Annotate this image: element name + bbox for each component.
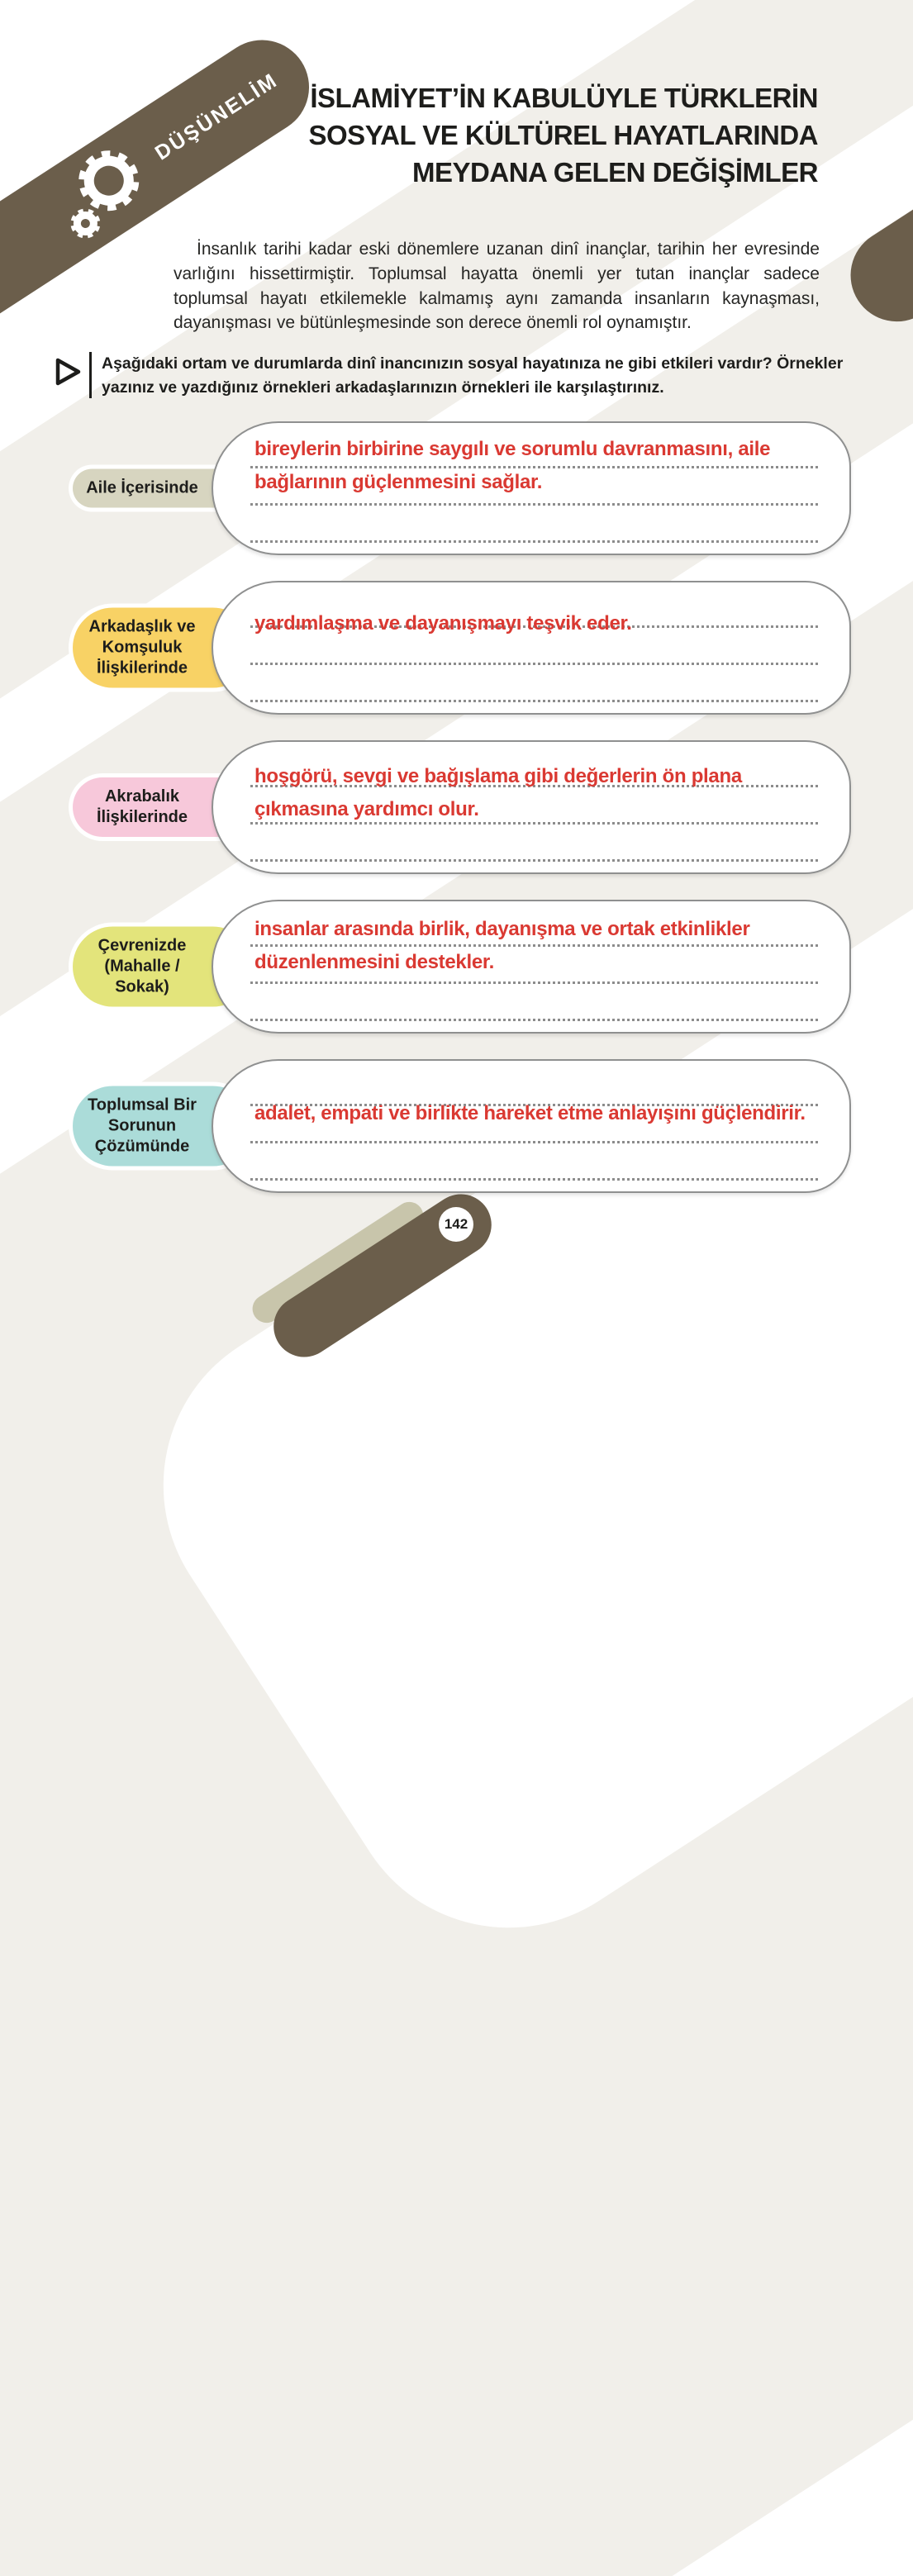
instruction	[51, 352, 844, 401]
answer-bubble[interactable]	[212, 900, 851, 1034]
instruction-divider	[89, 352, 92, 398]
category-label: Aile İçerisinde	[86, 478, 198, 497]
title-line: MEYDANA GELEN DEĞİŞİMLER	[412, 157, 818, 188]
page-title	[304, 79, 818, 191]
dotted-line	[250, 503, 818, 506]
answer-row	[73, 740, 851, 874]
dotted-line	[250, 859, 818, 862]
answer-rows	[73, 421, 851, 1219]
title-line: SOSYAL VE KÜLTÜREL HAYATLARINDA	[308, 120, 818, 150]
answer-text: yardımlaşma ve dayanışmayı teşvik eder.	[254, 612, 632, 634]
dotted-line	[250, 700, 818, 702]
dotted-line	[250, 663, 818, 665]
dotted-line	[250, 981, 818, 984]
dotted-line	[250, 1178, 818, 1181]
page-number: 142	[439, 1207, 473, 1242]
category-label: Çevrenizde (Mahalle / Sokak)	[97, 936, 187, 996]
play-icon	[51, 354, 86, 390]
category-label: Arkadaşlık ve Komşuluk İlişkilerinde	[88, 617, 196, 677]
answer-text: adalet, empati ve birlikte hareket etme anlayışını güçlendirir.	[254, 1102, 806, 1124]
answer-row	[73, 581, 851, 715]
answer-row	[73, 1059, 851, 1193]
instruction-text: Aşağıdaki ortam ve durumlarda dinî inancınızın sosyal hayatınıza ne gibi etkileri vardır? Örnekler yazınız ve yazdığınız örnekleri arkadaşlarınızın örnekleri ile karşılaştırınız.	[102, 354, 844, 397]
gears-icon	[37, 131, 166, 252]
dotted-line	[250, 1141, 818, 1143]
answer-bubble[interactable]	[212, 421, 851, 555]
intro-paragraph: İnsanlık tarihi kadar eski dönemlere uzanan dinî inançlar, tarihin her evresinde varlığını hissettirmiştir. Toplumsal hayatta önemli yer tutan inançlar sadece toplumsal hayatı etkilemekle kalmamış aynı zamanda insanların kaynaşması, dayanışması ve bütünleşmesinde son derece önemli rol oynamıştır.	[174, 240, 820, 333]
answer-bubble[interactable]	[212, 1059, 851, 1193]
title-line: İSLAMİYET’İN KABULÜYLE TÜRKLERİN	[310, 83, 818, 113]
answer-text: insanlar arasında birlik, dayanışma ve ortak etkinlikler düzenlenmesini destekler.	[254, 918, 750, 973]
answer-text: bireylerin birbirine saygılı ve sorumlu davranmasını, aile bağlarının güçlenmesini sağlar.	[254, 438, 771, 493]
answer-bubble[interactable]	[212, 740, 851, 874]
answer-text: hoşgörü, sevgi ve bağışlama gibi değerlerin ön plana çıkmasına yardımcı olur.	[254, 765, 742, 820]
answer-row	[73, 421, 851, 555]
answer-bubble[interactable]	[212, 581, 851, 715]
banner-label: DÜŞÜNELİM	[150, 68, 283, 165]
dotted-line	[250, 1019, 818, 1021]
category-label: Toplumsal Bir Sorunun Çözümünde	[88, 1096, 197, 1156]
dotted-line	[250, 540, 818, 543]
answer-row	[73, 900, 851, 1034]
category-label: Akrabalık İlişkilerinde	[96, 787, 188, 826]
